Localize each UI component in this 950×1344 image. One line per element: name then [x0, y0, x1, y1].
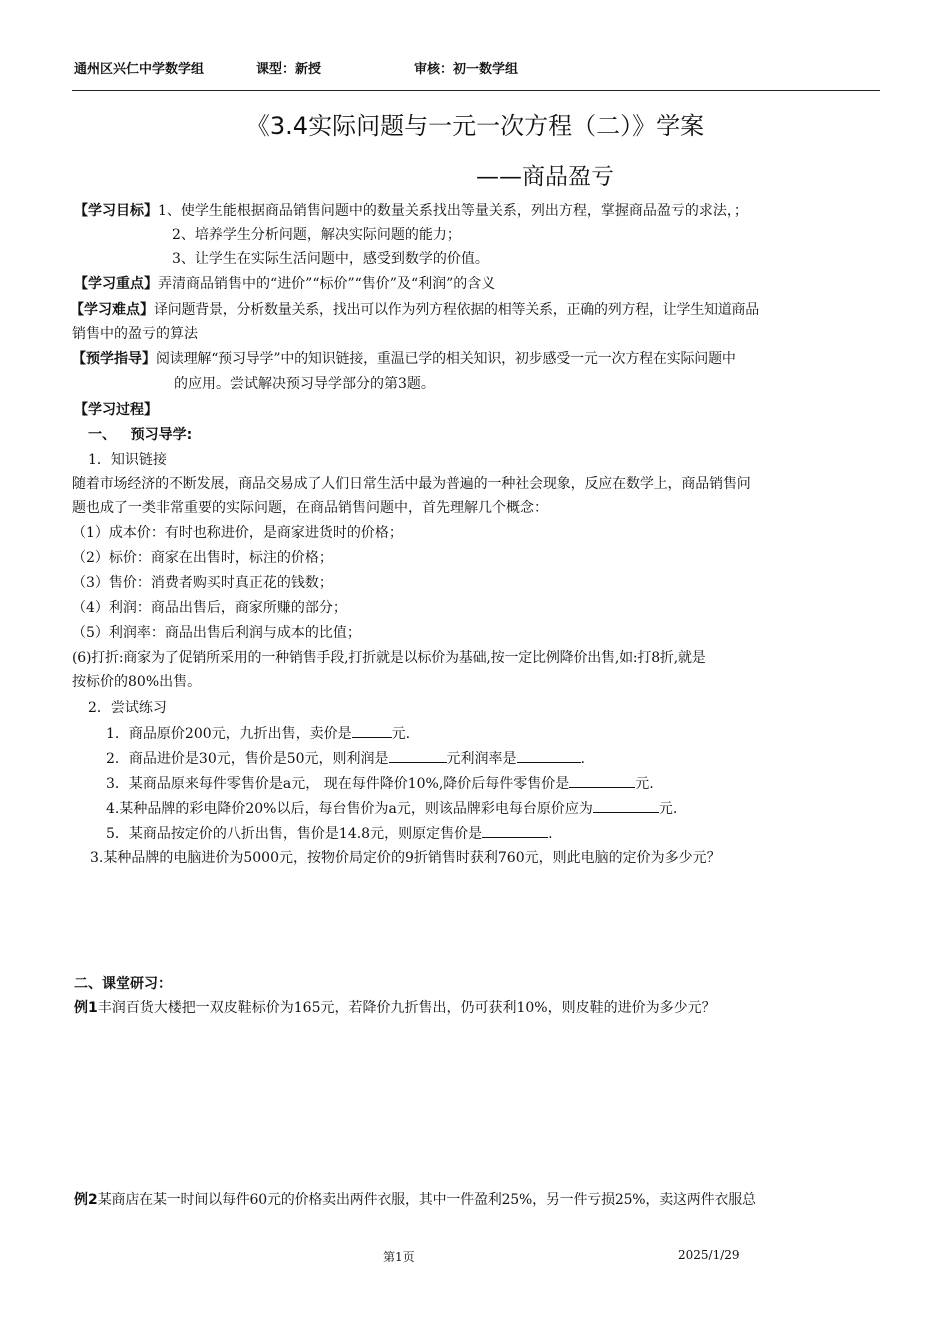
page-title: 《3.4实际问题与一元一次方程（二）》学案: [245, 112, 705, 140]
answer-blank[interactable]: [352, 723, 392, 738]
page-number: 第1页: [383, 1250, 415, 1264]
section-1-heading: 一、 预习导学:: [88, 427, 193, 443]
header-lesson-type: 课型：新授: [256, 62, 322, 77]
answer-blank[interactable]: [593, 798, 659, 813]
preview-question-3: 3.某种品牌的电脑进价为5000元，按物价局定价的9折销售时获利760元，则此电脑的定价为多少元？: [90, 850, 721, 866]
example-1-label: 例1: [74, 1000, 98, 1016]
guide-text: 阅读理解“预习导学”中的知识链接，重温已学的相关知识，初步感受一元一次方程在实际问题中: [156, 351, 736, 367]
concept-item: （2）标价：商家在出售时，标注的价格；: [72, 550, 333, 566]
concept-item: （3）售价：消费者购买时真正花的钱数；: [72, 575, 333, 591]
answer-blank[interactable]: [569, 773, 635, 788]
guide-row-1: [72, 349, 736, 369]
example-1: [74, 998, 716, 1018]
goal-item: 1、使学生能根据商品销售问题中的数量关系找出等量关系，列出方程，掌握商品盈亏的求法，；: [158, 203, 748, 219]
guide-text-continued: 的应用。尝试解决预习导学部分的第3题。: [174, 376, 435, 392]
key-point-row: [74, 274, 495, 294]
goals-label: 【学习目标】: [74, 203, 158, 219]
goals-row-1: [74, 201, 748, 221]
footer-date: 2025/1/29: [678, 1248, 740, 1262]
process-label: 【学习过程】: [74, 402, 158, 418]
example-2-label: 例2: [74, 1192, 98, 1208]
practice-item-3: 3．某商品原来每件零售价是a元， 现在每件降价10%,降价后每件零售价是 元.: [106, 773, 654, 794]
answer-blank[interactable]: [482, 823, 548, 838]
difficulty-text-continued: 销售中的盈亏的算法: [72, 326, 198, 342]
practice-item-4: 4.某种品牌的彩电降价20%以后，每台售价为a元，则该品牌彩电每台原价应为 元.: [106, 798, 677, 819]
difficulty-label: 【学习难点】: [70, 302, 154, 318]
example-2: [74, 1190, 756, 1210]
goal-item: 2、培养学生分析问题，解决实际问题的能力；: [172, 227, 461, 243]
practice-item-1: 1．商品原价200元，九折出售，卖价是 元.: [106, 723, 410, 744]
difficulty-row-1: [70, 300, 759, 320]
concept-item: （5）利润率：商品出售后利润与成本的比值；: [72, 625, 361, 641]
page-subtitle: ——商品盈亏: [476, 164, 614, 190]
example-2-text: 某商店在某一时间以每件60元的价格卖出两件衣服，其中一件盈利25%，另一件亏损25%，卖这两件衣服总: [97, 1192, 756, 1208]
concept-item: （1）成本价：有时也称进价，是商家进货时的价格；: [72, 525, 403, 541]
answer-blank[interactable]: [389, 748, 447, 763]
discount-definition-continued: 按标价的80%出售。: [72, 674, 202, 690]
header-reviewer: 审核：初一数学组: [414, 62, 519, 77]
page-header: [74, 58, 880, 78]
key-point-label: 【学习重点】: [74, 276, 158, 292]
practice-title: 2．尝试练习: [88, 700, 167, 716]
concept-item: （4）利润：商品出售后，商家所赚的部分；: [72, 600, 347, 616]
knowledge-link-title: 1．知识链接: [88, 452, 167, 468]
key-point-text: 弄清商品销售中的“进价”“标价”“售价”及“利润”的含义: [158, 276, 496, 292]
discount-definition: (6)打折:商家为了促销所采用的一种销售手段,打折就是以标价为基础,按一定比例降价出售,如:打8折,就是: [72, 650, 706, 666]
intro-text-continued: 题也成了一类非常重要的实际问题，在商品销售问题中，首先理解几个概念：: [72, 500, 548, 516]
intro-text: 随着市场经济的不断发展，商品交易成了人们日常生活中最为普遍的一种社会现象，反应在数学上，商品销售问: [72, 476, 751, 492]
goal-item: 3、让学生在实际生活问题中，感受到数学的价值。: [172, 251, 489, 267]
difficulty-text: 译问题背景，分析数量关系，找出可以作为列方程依据的相等关系，正确的列方程，让学生知道商品: [154, 302, 759, 318]
example-1-text: 丰润百货大楼把一双皮鞋标价为165元，若降价九折售出，仍可获利10%，则皮鞋的进价为多少元？: [97, 1000, 716, 1016]
guide-label: 【预学指导】: [72, 351, 156, 367]
section-2-heading: 二、课堂研习：: [74, 976, 172, 992]
header-divider: [72, 90, 880, 91]
practice-item-5: 5．某商品按定价的八折出售，售价是14.8元，则原定售价是 .: [106, 823, 553, 844]
practice-item-2: 2．商品进价是30元，售价是50元，则利润是 元利润率是 .: [106, 748, 585, 769]
header-school: 通州区兴仁中学数学组: [74, 62, 205, 77]
answer-blank[interactable]: [517, 748, 581, 763]
